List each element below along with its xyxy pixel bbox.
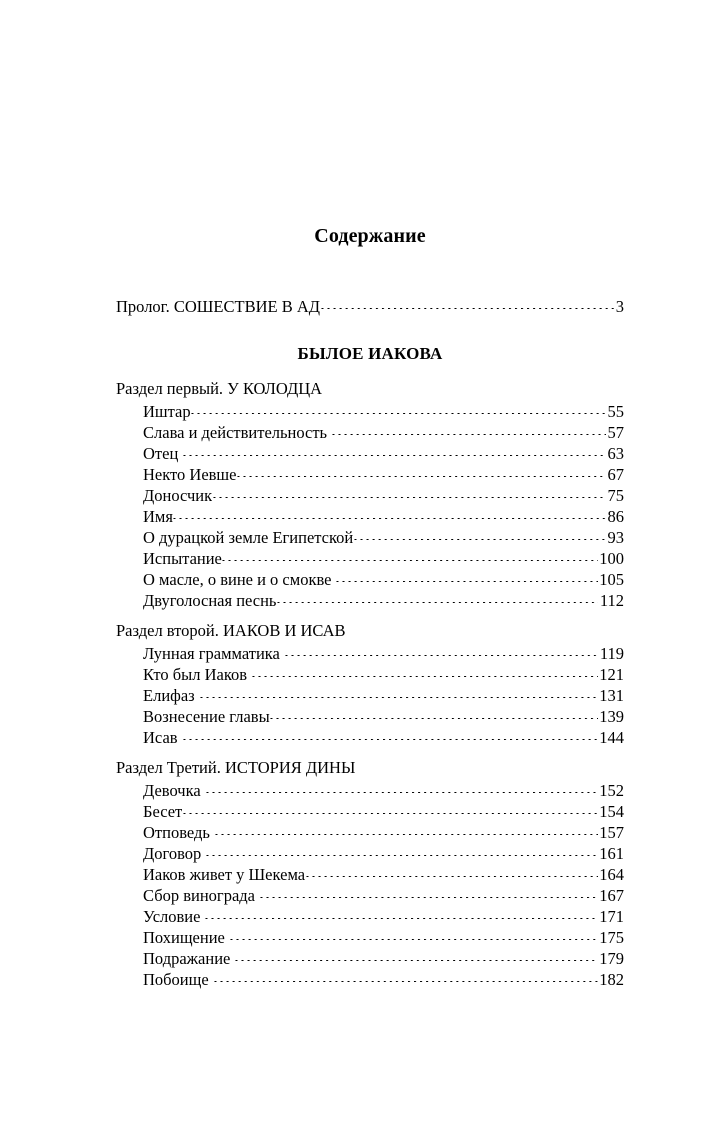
toc-entry-label: Отповедь [143,823,210,842]
toc-entry[interactable] [116,727,624,748]
part-title: БЫЛОЕ ИАКОВА [297,344,443,363]
toc-entry[interactable] [116,969,624,990]
toc-entry-label: Слава и действительность [143,423,328,442]
toc-entry-label: Елифаз [143,686,195,705]
toc-entry[interactable] [116,485,624,506]
toc-entry-page-number: 57 [607,423,624,442]
toc-entry-page-number: 171 [599,907,624,926]
toc-entry-page-number: 167 [599,886,624,905]
toc-entry-page-number: 75 [607,486,624,505]
toc-entry-label: Вознесение главы [143,707,270,726]
toc-entry[interactable] [116,822,624,843]
toc-entry-label: Исав [143,728,178,747]
toc-entry-label: Похищение [143,928,225,947]
toc-entry[interactable] [116,590,624,611]
toc-section-heading: Раздел первый. У КОЛОДЦА [116,379,323,398]
dot-leader [237,476,606,477]
toc-entry[interactable] [116,706,624,727]
toc-entry[interactable] [116,443,624,464]
toc-entry[interactable] [116,464,624,485]
toc-entry-label: Сбор винограда [143,886,255,905]
dot-leader [277,602,598,603]
toc-entry-page-number: 121 [599,665,624,684]
toc-entry[interactable] [116,801,624,822]
dot-leader [336,581,597,582]
toc-section [116,374,624,611]
toc-entry[interactable] [116,864,624,885]
toc-entry-page-number: 179 [599,949,624,968]
toc-entry-label: Пролог. СОШЕСТВИЕ В АД [116,297,320,316]
dot-leader [173,518,606,519]
toc-entry-page-number: 63 [607,444,624,463]
toc-entry-label: Бесет [143,802,183,821]
toc-entry[interactable] [116,948,624,969]
dot-leader [206,792,598,793]
dot-leader [285,655,598,656]
toc-entry-label: Иштар [143,402,191,421]
dot-leader [200,697,598,698]
toc-entry[interactable] [116,927,624,948]
toc-entry-page-number: 100 [599,549,624,568]
toc-entry[interactable] [116,843,624,864]
toc-entry[interactable] [116,685,624,706]
toc-entry-page-number: 139 [599,707,624,726]
toc-entry-list [116,643,624,748]
dot-leader [332,434,606,435]
toc-entry-page-number: 112 [599,591,624,610]
toc-entry-page-number: 119 [599,644,624,663]
toc-entry[interactable] [116,643,624,664]
dot-leader [230,939,598,940]
toc-entry-list [116,780,624,990]
toc-entry[interactable] [116,664,624,685]
toc-entry-page-number: 67 [607,465,624,484]
toc-entry[interactable] [116,885,624,906]
toc-entry-list [116,401,624,611]
dot-leader [260,897,598,898]
toc-entry-page-number: 164 [599,865,624,884]
toc-entry-label: Побоище [143,970,209,989]
toc-entry-label: Отец [143,444,179,463]
dot-leader [270,718,598,719]
toc-entry-label: О масле, о вине и о смокве [143,570,332,589]
toc-entry[interactable] [116,506,624,527]
toc-entry[interactable] [116,527,624,548]
page-title: Содержание [314,225,426,247]
toc-entry[interactable] [116,548,624,569]
toc-entry-label: Лунная грамматика [143,644,280,663]
toc-entry-label: Двуголосная песнь [143,591,277,610]
toc-entry[interactable] [116,401,624,422]
toc-content [116,0,624,990]
toc-entry-label: Подражание [143,949,231,968]
dot-leader [252,676,598,677]
toc-entry-page-number: 154 [599,802,624,821]
dot-leader [235,960,597,961]
toc-entry-page-number: 175 [599,928,624,947]
toc-entry-prologue[interactable] [116,296,624,317]
toc-entry-page-number: 144 [599,728,624,747]
toc-entry-page-number: 105 [599,570,624,589]
toc-entry-label: Условие [143,907,201,926]
toc-entry-label: Некто Иевше [143,465,237,484]
toc-entry-label: О дурацкой земле Египетской [143,528,354,547]
toc-entry-page-number: 131 [599,686,624,705]
dot-leader [183,813,598,814]
toc-entry[interactable] [116,780,624,801]
dot-leader [183,739,598,740]
toc-entry-label: Девочка [143,781,201,800]
toc-section [116,611,624,748]
dot-leader [213,497,606,498]
toc-entry-page-number: 182 [599,970,624,989]
dot-leader [215,834,598,835]
toc-section-heading: Раздел Третий. ИСТОРИЯ ДИНЫ [116,758,356,777]
dot-leader [206,855,597,856]
toc-entry[interactable] [116,569,624,590]
dot-leader [306,876,598,877]
toc-entry[interactable] [116,906,624,927]
toc-sections [116,374,624,990]
toc-entry-page-number: 55 [607,402,624,421]
dot-leader [354,539,606,540]
dot-leader [191,413,606,414]
toc-entry-label: Испытание [143,549,222,568]
dot-leader [205,918,597,919]
dot-leader [214,981,598,982]
dot-leader [183,455,606,456]
toc-section-heading: Раздел второй. ИАКОВ И ИСАВ [116,621,346,640]
toc-entry-label: Кто был Иаков [143,665,248,684]
toc-entry-page-number: 3 [615,297,624,316]
toc-section [116,748,624,990]
toc-entry-label: Иаков живет у Шекема [143,865,306,884]
dot-leader [222,560,597,561]
toc-entry-page-number: 93 [607,528,624,547]
toc-entry-page-number: 157 [599,823,624,842]
prologue-row [116,296,624,317]
toc-entry-page-number: 161 [599,844,624,863]
toc-entry-label: Договор [143,844,202,863]
toc-entry-page-number: 86 [607,507,624,526]
dot-leader [321,308,615,309]
toc-entry-label: Доносчик [143,486,213,505]
toc-entry-label: Имя [143,507,173,526]
toc-entry[interactable] [116,422,624,443]
toc-entry-page-number: 152 [599,781,624,800]
